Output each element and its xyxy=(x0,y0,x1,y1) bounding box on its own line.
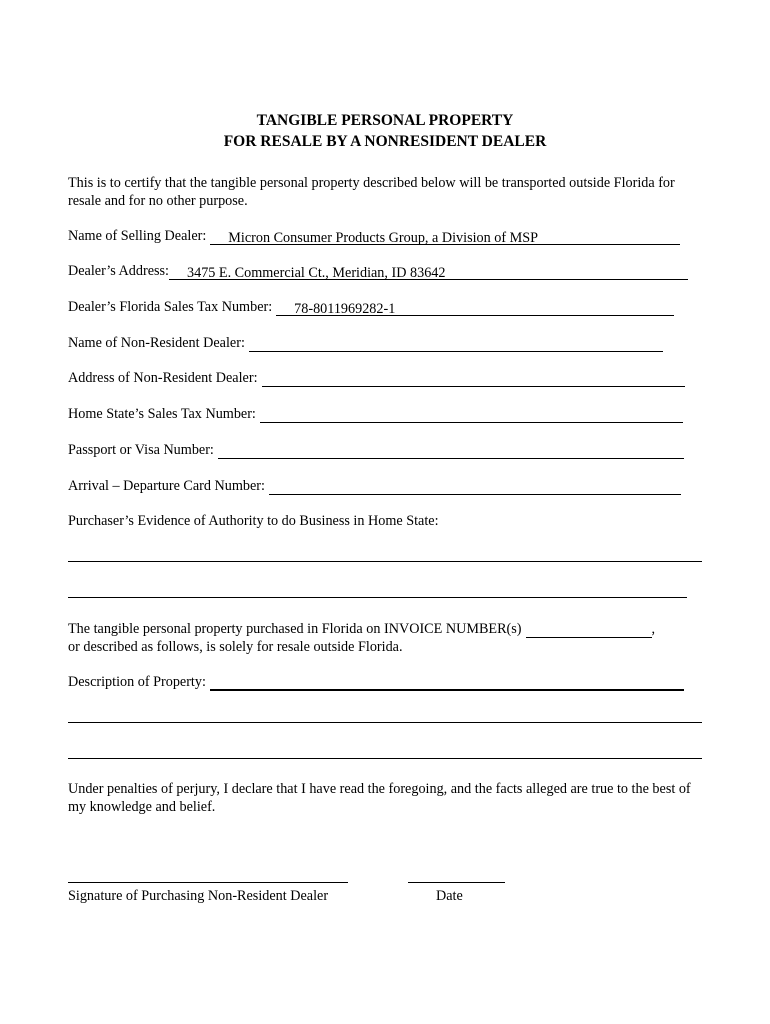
selling-dealer-row xyxy=(68,227,680,245)
description-row xyxy=(68,673,684,691)
evidence-line-1[interactable] xyxy=(68,561,702,562)
invoice-line-2: or described as follows, is solely for resale outside Florida. xyxy=(68,639,403,655)
evidence-row xyxy=(68,512,439,530)
date-line[interactable] xyxy=(408,882,505,883)
dealer-address-row xyxy=(68,262,688,280)
home-state-tax-row xyxy=(68,405,683,423)
document-title-line-1: TANGIBLE PERSONAL PROPERTY xyxy=(256,112,514,129)
invoice-row-2 xyxy=(68,638,403,656)
description-line-2[interactable] xyxy=(68,722,702,723)
nonresident-name-label: Name of Non-Resident Dealer: xyxy=(68,335,245,351)
nonresident-name-row xyxy=(68,334,663,352)
invoice-comma: , xyxy=(651,621,656,637)
passport-field[interactable] xyxy=(218,444,684,459)
document-title-line-2: FOR RESALE BY A NONRESIDENT DEALER xyxy=(223,133,547,150)
intro-paragraph: This is to certify that the tangible personal property described below will be transported outside Florida for resale and for no other purpose. xyxy=(68,175,675,209)
description-line-3[interactable] xyxy=(68,758,702,759)
selling-dealer-value: Micron Consumer Products Group, a Division of MSP xyxy=(228,230,539,246)
description-field[interactable] xyxy=(210,675,684,691)
invoice-text: The tangible personal property purchased in Florida on INVOICE NUMBER(s) xyxy=(68,621,522,637)
passport-row xyxy=(68,441,684,459)
nonresident-address-field[interactable] xyxy=(262,372,685,387)
selling-dealer-field[interactable] xyxy=(210,229,680,245)
dealer-address-label: Dealer’s Address: xyxy=(68,263,169,279)
nonresident-address-row xyxy=(68,369,685,387)
description-label: Description of Property: xyxy=(68,674,206,690)
signature-label: Signature of Purchasing Non-Resident Dealer xyxy=(68,888,329,904)
dealer-address-value: 3475 E. Commercial Ct., Meridian, ID 83642 xyxy=(187,265,446,281)
nonresident-address-label: Address of Non-Resident Dealer: xyxy=(68,370,258,386)
evidence-label: Purchaser’s Evidence of Authority to do Business in Home State: xyxy=(68,513,439,529)
tax-number-value: 78-8011969282-1 xyxy=(294,301,396,317)
tax-number-row xyxy=(68,298,674,316)
invoice-number-field[interactable] xyxy=(526,623,652,638)
declaration-paragraph: Under penalties of perjury, I declare that I have read the foregoing, and the facts alleged are true to the best of my knowledge and belief. xyxy=(68,781,691,815)
home-state-tax-field[interactable] xyxy=(260,408,683,423)
tax-number-field[interactable] xyxy=(276,300,674,316)
tax-number-label: Dealer’s Florida Sales Tax Number: xyxy=(68,299,273,315)
home-state-tax-label: Home State’s Sales Tax Number: xyxy=(68,406,256,422)
invoice-row xyxy=(68,620,655,638)
date-label: Date xyxy=(436,888,463,904)
evidence-line-2[interactable] xyxy=(68,597,687,598)
signature-line[interactable] xyxy=(68,882,348,883)
selling-dealer-label: Name of Selling Dealer: xyxy=(68,228,207,244)
dealer-address-field[interactable] xyxy=(169,264,688,280)
nonresident-name-field[interactable] xyxy=(249,337,663,352)
arrival-departure-row xyxy=(68,477,681,495)
arrival-departure-label: Arrival – Departure Card Number: xyxy=(68,478,265,494)
passport-label: Passport or Visa Number: xyxy=(68,442,214,458)
arrival-departure-field[interactable] xyxy=(269,480,681,495)
